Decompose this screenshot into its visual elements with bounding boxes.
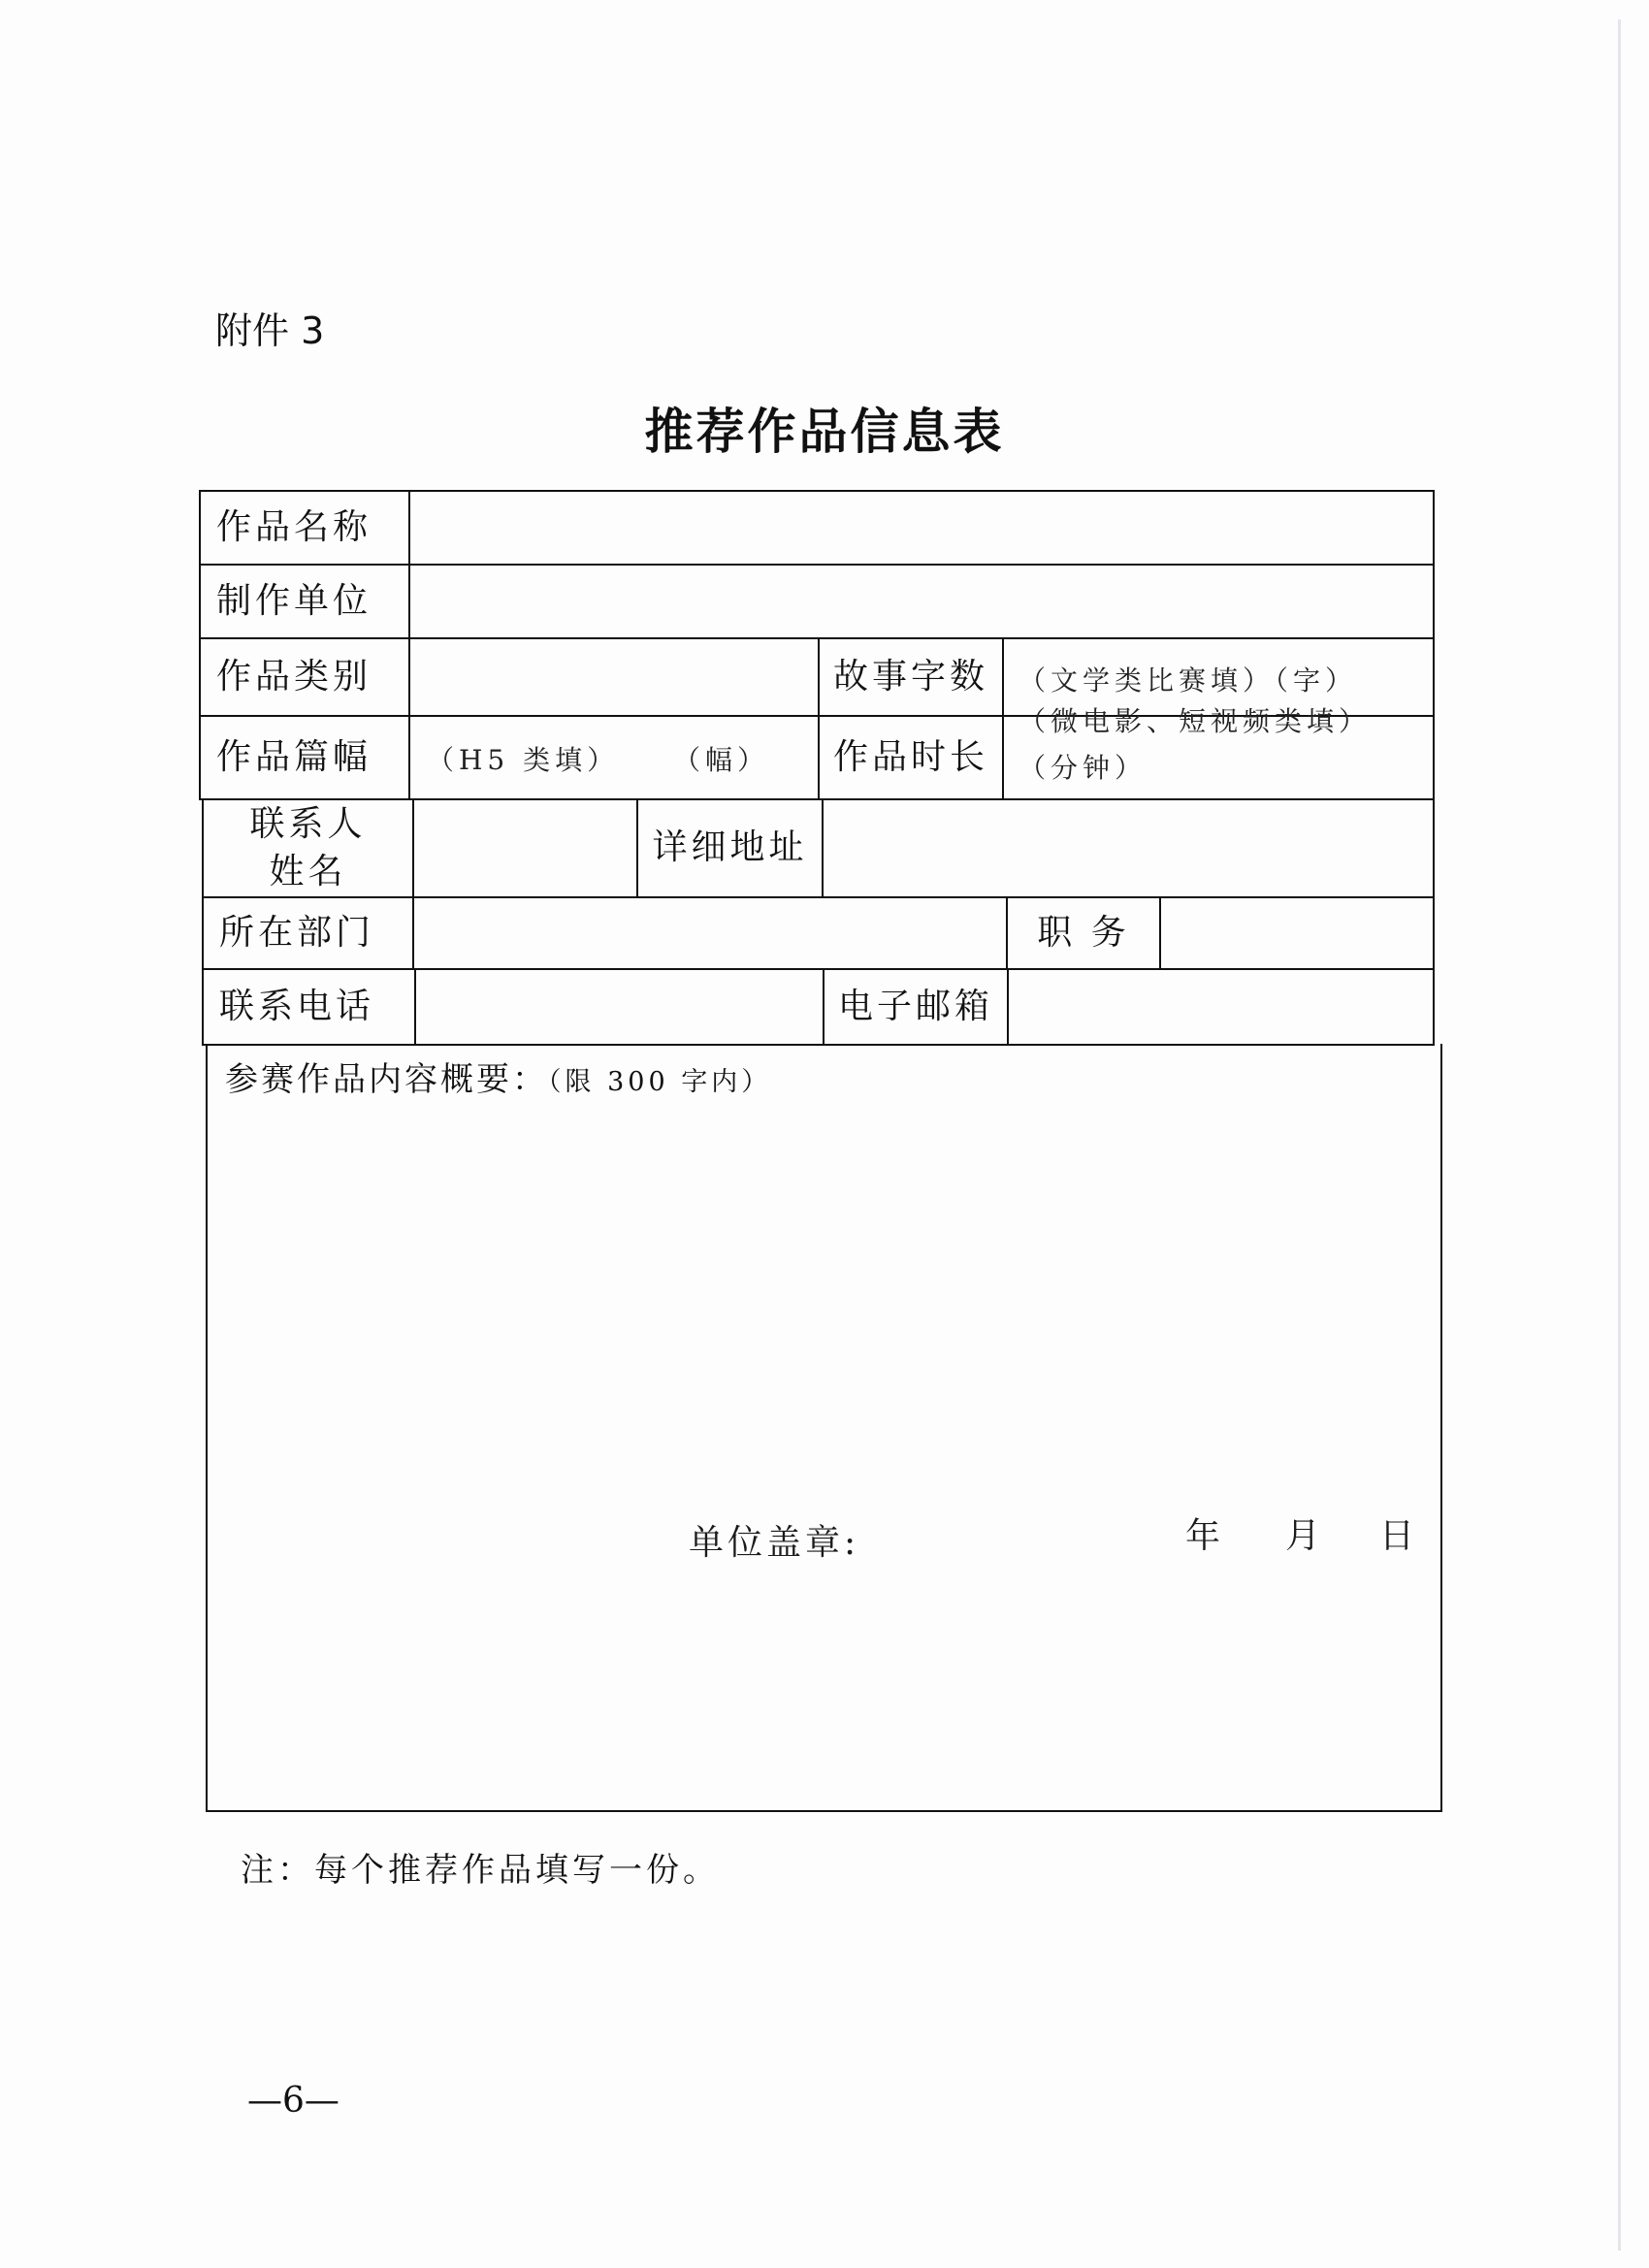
work-category-label: 作品类别 [216, 656, 372, 697]
page-number: —6— [247, 2081, 340, 2121]
content-summary-label [225, 1053, 771, 1100]
position-field[interactable] [1159, 896, 1435, 970]
contact-name-label-line1: 联系人 [249, 803, 367, 844]
contact-name-field[interactable] [412, 798, 638, 898]
work-length-hint-unit: （幅） [673, 744, 770, 776]
work-duration-label: 作品时长 [832, 736, 988, 777]
work-name-label: 作品名称 [216, 506, 372, 547]
work-duration-hint-unit: （分钟） [1018, 752, 1148, 784]
footnote: 注：每个推荐作品填写一份。 [241, 1851, 720, 1890]
story-word-count-label: 故事字数 [832, 656, 988, 697]
detailed-address-label: 详细地址 [652, 827, 808, 868]
date-day-label: 日 [1379, 1516, 1415, 1556]
detailed-address-field[interactable] [822, 798, 1435, 898]
production-unit-label: 制作单位 [216, 580, 372, 621]
unit-seal-label: 单位盖章: [689, 1523, 860, 1563]
content-summary-limit: （限 300 字内） [548, 1067, 772, 1097]
content-summary-field[interactable] [206, 1044, 1442, 1812]
department-field[interactable] [412, 896, 1008, 970]
work-category-field[interactable] [408, 637, 820, 717]
work-length-label: 作品篇幅 [216, 736, 372, 777]
contact-name-label [202, 798, 414, 898]
work-duration-hint-type: （微电影、短视频类填） [1018, 705, 1372, 737]
email-field[interactable] [1007, 968, 1435, 1046]
production-unit-field[interactable] [408, 564, 1435, 639]
phone-field[interactable] [414, 968, 824, 1046]
work-length-hint-h5: （H5 类填） [427, 744, 620, 776]
date-month-label: 月 [1285, 1516, 1321, 1556]
contact-name-label-line2: 姓名 [269, 851, 347, 891]
phone-label: 联系电话 [219, 986, 375, 1026]
story-word-count-hint: （文学类比赛填）（字） [1018, 664, 1358, 697]
work-name-field[interactable] [408, 490, 1435, 566]
content-summary-title: 参赛作品内容概要： [225, 1060, 548, 1099]
email-label: 电子邮箱 [837, 986, 993, 1026]
date-year-label: 年 [1185, 1516, 1221, 1556]
page-title: 推荐作品信息表 [644, 403, 1005, 460]
department-label: 所在部门 [219, 912, 375, 953]
position-label: 职 务 [1037, 912, 1130, 953]
attachment-label: 附件 3 [215, 309, 325, 352]
